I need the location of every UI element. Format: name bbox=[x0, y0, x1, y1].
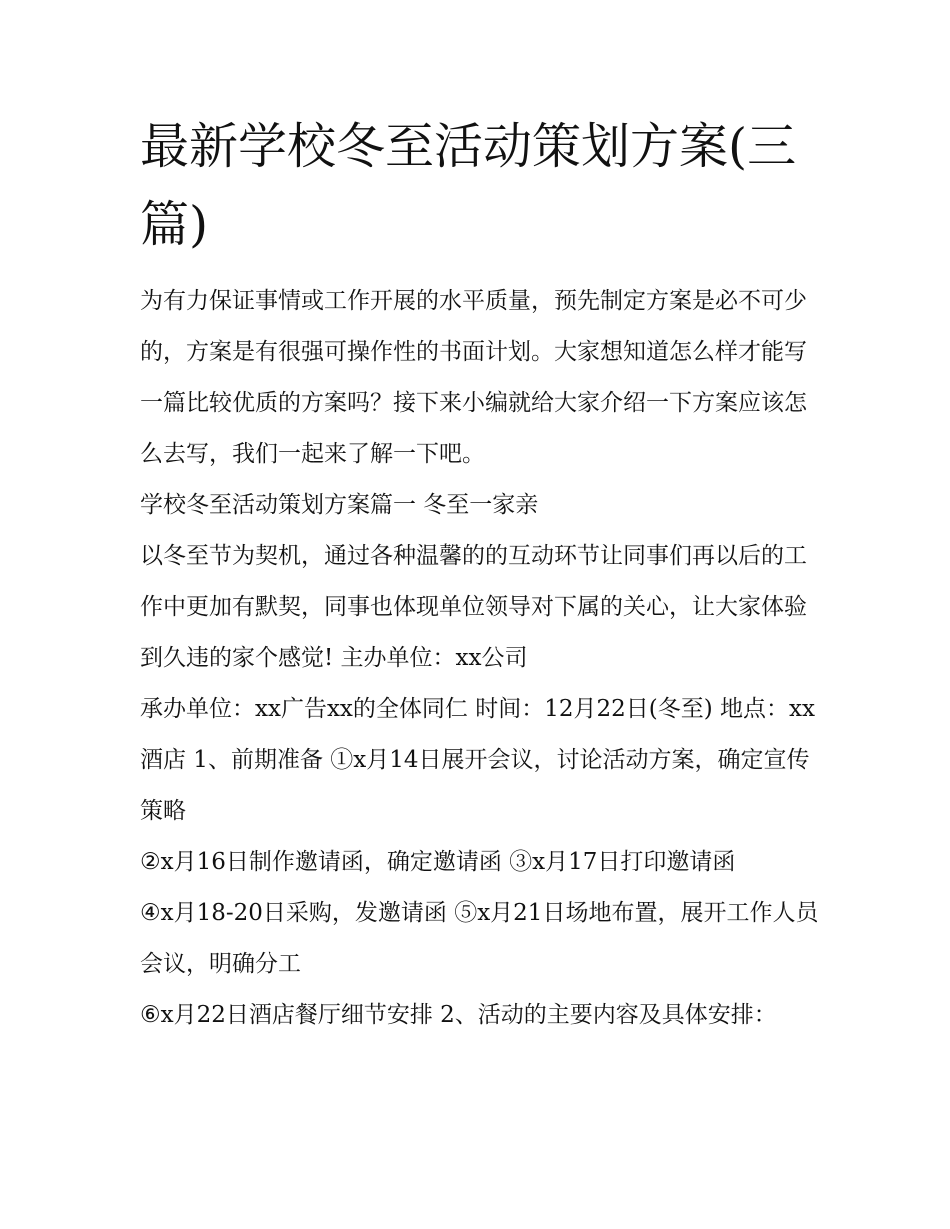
preparation-item-paragraph: ②x月16日制作邀请函，确定邀请函 ③x月17日打印邀请函 bbox=[140, 849, 736, 875]
organizer-paragraph: 承办单位：xx广告xx的全体同仁 时间：12月22日(冬至) 地点：xx酒店 1、前期准备 ①x月14日展开会议，讨论活动方案，确定宣传策略 bbox=[140, 696, 815, 824]
preparation-item-paragraph: ④x月18-20日采购，发邀请函 ⑤x月21日场地布置，展开工作人员会议，明确分工 bbox=[140, 900, 819, 977]
document-title: 最新学校冬至活动策划方案(三篇) bbox=[140, 118, 797, 253]
intro-paragraph: 为有力保证事情或工作开展的水平质量，预先制定方案是必不可少的，方案是有很强可操作性的书面计划。大家想知道怎么样才能写一篇比较优质的方案吗？接下来小编就给大家介绍一下方案应该怎么去写，我们一起来了解一下吧。 bbox=[140, 288, 807, 467]
section-heading: 学校冬至活动策划方案篇一 冬至一家亲 bbox=[140, 492, 539, 518]
purpose-paragraph: 以冬至节为契机，通过各种温馨的的互动环节让同事们再以后的工作中更加有默契，同事也体现单位领导对下属的关心，让大家体验到久违的家个感觉! 主办单位：xx公司 bbox=[140, 543, 807, 671]
preparation-item-paragraph: ⑥x月22日酒店餐厅细节安排 2、活动的主要内容及具体安排： bbox=[140, 1002, 777, 1028]
